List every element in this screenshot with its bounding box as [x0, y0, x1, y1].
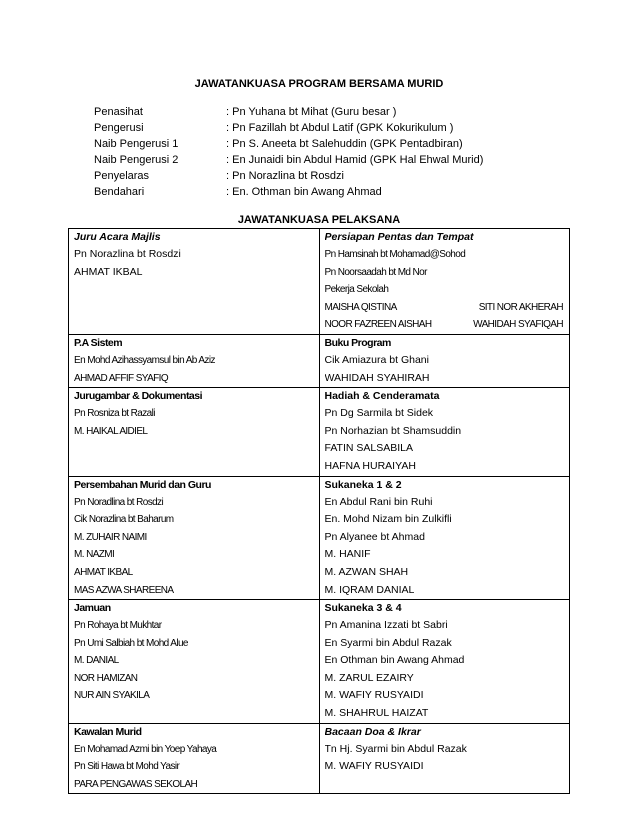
cell-line: AHMAD AFFIF SYAFIQ	[74, 372, 169, 384]
table-row	[69, 229, 570, 335]
cell-line: Pn Hamsinah bt Mohamad@Sohod	[324, 249, 466, 260]
table-row	[69, 600, 570, 724]
document-title: JAWATANKUASA PROGRAM BERSAMA MURID	[194, 78, 444, 90]
cell-line: En Mohd Azihassyamsul bin Ab Aziz	[74, 354, 215, 366]
main-committee-list	[94, 104, 574, 200]
cell-heading: Buku Program	[324, 336, 391, 349]
student-name: MAISHA QISTINA	[324, 301, 397, 313]
cell-line: M. HANIF	[324, 548, 371, 561]
cell-heading: P.A Sistem	[74, 336, 123, 349]
cell-line: En. Mohd Nizam bin Zulkifli	[324, 513, 452, 526]
cell-line: Pn Alyanee bt Ahmad	[324, 530, 425, 543]
executive-committee-table	[68, 228, 570, 794]
cell-line: Pn Noradlina bt Rosdzi	[74, 496, 164, 508]
table-cell	[69, 229, 320, 335]
cell-heading: Sukaneka 3 & 4	[324, 602, 402, 615]
cell-line: En Syarmi bin Abdul Razak	[324, 636, 452, 649]
student-name: NOOR FAZREEN AISHAH	[324, 319, 432, 331]
cell-line: HAFNA HURAIYAH	[324, 459, 416, 472]
committee-row	[94, 168, 574, 184]
cell-line: PARA PENGAWAS SEKOLAH	[74, 778, 198, 790]
cell-line: M. NAZMI	[74, 549, 115, 561]
section-subtitle: JAWATANKUASA PELAKSANA	[237, 214, 401, 226]
committee-role: Bendahari	[94, 186, 145, 198]
cell-line: M. HAIKAL AIDIEL	[74, 425, 148, 437]
table-cell	[319, 229, 570, 335]
table-row	[69, 334, 570, 387]
cell-line: En Mohamad Azmi bin Yoep Yahaya	[74, 743, 217, 755]
table-row	[69, 388, 570, 476]
committee-row	[94, 184, 574, 200]
cell-line	[325, 299, 570, 317]
cell-line: AHMAT IKBAL	[74, 566, 133, 578]
cell-line: M. SHAHRUL HAIZAT	[324, 707, 429, 720]
cell-line: Pn Rohaya bt Mukhtar	[74, 620, 162, 632]
table-cell	[319, 723, 570, 794]
committee-row	[94, 152, 574, 168]
committee-name: : Pn Norazlina bt Rosdzi	[226, 170, 344, 182]
cell-line: Pekerja Sekolah	[324, 284, 389, 296]
cell-line: Tn Hj. Syarmi bin Abdul Razak	[324, 742, 467, 755]
cell-heading: Hadiah & Cenderamata	[324, 390, 440, 403]
cell-line: Cik Norazlina bt Baharum	[74, 514, 174, 526]
cell-line: Pn Rosniza bt Razali	[74, 408, 155, 420]
cell-line: MAS AZWA SHAREENA	[74, 584, 174, 596]
cell-line	[325, 316, 570, 334]
table-cell	[69, 388, 320, 476]
cell-line: Cik Amiazura bt Ghani	[324, 353, 429, 366]
table-cell	[319, 388, 570, 476]
committee-name: : Pn S. Aneeta bt Salehuddin (GPK Pentadbiran)	[226, 138, 463, 150]
cell-line: M. ZARUL EZAIRY	[324, 671, 414, 684]
cell-line: NOR HAMIZAN	[74, 672, 138, 684]
table-row	[69, 476, 570, 600]
committee-name: : Pn Fazillah bt Abdul Latif (GPK Kokurikulum )	[226, 122, 454, 134]
committee-row	[94, 104, 574, 120]
cell-heading: Persiapan Pentas dan Tempat	[324, 231, 474, 243]
cell-line: FATIN SALSABILA	[324, 442, 414, 455]
committee-role: Penyelaras	[94, 170, 150, 182]
table-row	[69, 723, 570, 794]
cell-line: Pn Norhazian bt Shamsuddin	[324, 424, 462, 437]
cell-line: AHMAT IKBAL	[74, 265, 143, 278]
committee-role: Naib Pengerusi 2	[94, 154, 179, 166]
committee-name: : Pn Yuhana bt Mihat (Guru besar )	[226, 106, 397, 118]
cell-heading: Jurugambar & Dokumentasi	[74, 390, 203, 403]
student-name: WAHIDAH SYAFIQAH	[473, 319, 563, 331]
cell-line: Pn Noorsaadah bt Md Nor	[324, 266, 427, 278]
student-name: SITI NOR AKHERAH	[478, 301, 563, 313]
cell-line: M. AZWAN SHAH	[324, 565, 409, 578]
cell-heading: Bacaan Doa & Ikrar	[324, 725, 421, 738]
committee-name: : En Junaidi bin Abdul Hamid (GPK Hal Ehwal Murid)	[226, 154, 484, 166]
committee-role: Pengerusi	[94, 122, 144, 134]
table-cell	[69, 600, 320, 724]
cell-line: M. WAFIY RUSYAIDI	[324, 760, 424, 773]
cell-line: Pn Norazlina bt Rosdzi	[74, 248, 181, 260]
committee-name: : En. Othman bin Awang Ahmad	[226, 186, 382, 198]
cell-line: Pn Dg Sarmila bt Sidek	[324, 407, 434, 420]
cell-line: M. IQRAM DANIAL	[324, 583, 415, 596]
cell-line: M. WAFIY RUSYAIDI	[324, 689, 424, 702]
cell-heading: Kawalan Murid	[74, 725, 142, 738]
committee-row	[94, 136, 574, 152]
cell-line: Pn Amanina Izzati bt Sabri	[324, 619, 448, 632]
table-cell	[319, 334, 570, 387]
cell-heading: Jamuan	[74, 602, 111, 615]
cell-line: NUR AIN SYAKILA	[74, 690, 150, 702]
committee-row	[94, 120, 574, 136]
table-cell	[69, 476, 320, 600]
cell-line: M. ZUHAIR NAIMI	[74, 531, 147, 543]
table-cell	[319, 600, 570, 724]
cell-heading: Juru Acara Majlis	[74, 231, 161, 243]
committee-role: Penasihat	[94, 106, 143, 118]
committee-role: Naib Pengerusi 1	[94, 138, 179, 150]
cell-line: M. DANIAL	[74, 655, 119, 667]
cell-line: En Othman bin Awang Ahmad	[324, 654, 465, 667]
cell-heading: Persembahan Murid dan Guru	[74, 478, 211, 491]
cell-line: En Abdul Rani bin Ruhi	[324, 495, 433, 508]
table-cell	[69, 334, 320, 387]
table-cell	[319, 476, 570, 600]
cell-line: WAHIDAH SYAHIRAH	[324, 371, 430, 384]
cell-line: Pn Umi Salbiah bt Mohd Alue	[74, 637, 188, 649]
cell-heading: Sukaneka 1 & 2	[324, 478, 402, 491]
cell-line: Pn Siti Hawa bt Mohd Yasir	[74, 761, 180, 773]
table-cell	[69, 723, 320, 794]
